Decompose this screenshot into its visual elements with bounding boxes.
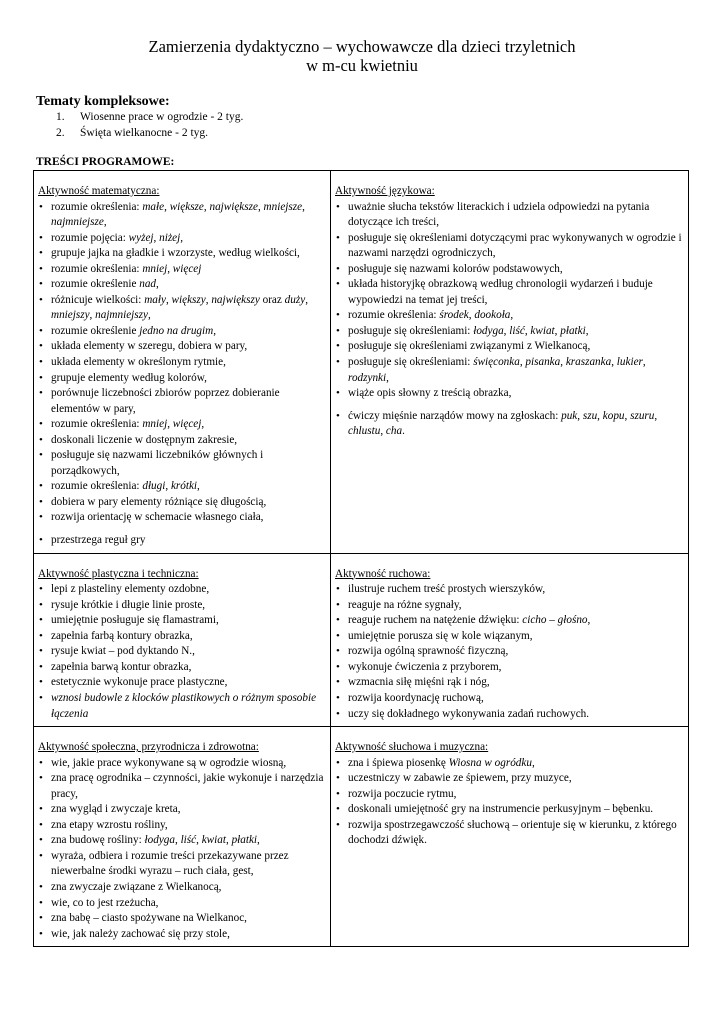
list-item: • zna budowę rośliny: łodyga, liść, kwiat, płatki, — [38, 833, 326, 849]
list-item: • umiejętnie posługuje się flamastrami, — [38, 613, 326, 629]
list-item: • układa elementy w szeregu, dobiera w pary, — [38, 339, 326, 355]
cell-matematyczna — [34, 171, 331, 554]
list-item: • zna babę – ciasto spożywane na Wielkanoc, — [38, 911, 326, 927]
list-item: • grupuje jajka na gładkie i wzorzyste, według wielkości, — [38, 246, 326, 262]
list-item: • lepi z plasteliny elementy ozdobne, — [38, 582, 326, 598]
item-list — [335, 582, 684, 722]
list-item: • rozumie określenia: mniej, więcej — [38, 262, 326, 278]
list-item: • wie, co to jest rzeżucha, — [38, 896, 326, 912]
list-item: • rozumie określenia: mniej, więcej, — [38, 417, 326, 433]
list-item: • uczestniczy w zabawie ze śpiewem, przy muzyce, — [335, 771, 684, 787]
list-item: • rozumie pojęcia: wyżej, niżej, — [38, 231, 326, 247]
section-title: Aktywność słuchowa i muzyczna: — [335, 741, 489, 754]
section-title: Aktywność ruchowa: — [335, 567, 431, 580]
list-item: • posługuje się określeniami związanymi z Wielkanocą, — [335, 339, 684, 355]
list-item: • różnicuje wielkości: mały, większy, największy oraz duży, mniejszy, najmniejszy, — [38, 293, 326, 324]
list-item: • estetycznie wykonuje prace plastyczne, — [38, 675, 326, 691]
topic-item: 2. Święta wielkanocne - 2 tyg. — [56, 126, 209, 139]
section-title: Aktywność matematyczna: — [38, 185, 160, 197]
section-title: Aktywność językowa: — [335, 185, 435, 197]
list-item: • zapełnia farbą kontury obrazka, — [38, 629, 326, 645]
list-item: • zna zwyczaje związane z Wielkanocą, — [38, 880, 326, 896]
list-item: • rozwija poczucie rytmu, — [335, 787, 684, 803]
list-item: • wie, jakie prace wykonywane są w ogrodzie wiosną, — [38, 756, 326, 772]
section-title: Aktywność społeczna, przyrodnicza i zdrowotna: — [38, 741, 259, 754]
list-item: • zna pracę ogrodnika – czynności, jakie wykonuje i narzędzia pracy, — [38, 771, 326, 802]
list-item: • wyraża, odbiera i rozumie treści przekazywane przez niewerbalne środki wyrazu – ruch ciała, gest, — [38, 849, 326, 880]
table-row — [34, 553, 689, 726]
list-item: • zna etapy wzrostu rośliny, — [38, 818, 326, 834]
list-item: • wiąże opis słowny z treścią obrazka, — [335, 386, 684, 402]
list-item: • wzmacnia siłę mięśni rąk i nóg, — [335, 675, 684, 691]
item-list — [38, 582, 326, 722]
document-title-line2: w m-cu kwietniu — [306, 56, 418, 75]
document-title-line1: Zamierzenia dydaktyczno – wychowawcze dla dzieci trzyletnich — [148, 37, 576, 56]
list-item: • posługuje się określeniami dotyczącymi prac wykonywanych w ogrodzie i nazwami narzędzi ogrodniczych, — [335, 231, 684, 262]
topic-item: 1. Wiosenne prace w ogrodzie - 2 tyg. — [56, 111, 244, 123]
list-item: • zna i śpiewa piosenkę Wiosna w ogródku, — [335, 756, 684, 772]
item-list — [38, 200, 326, 549]
list-item: • doskonali liczenie w dostępnym zakresie, — [38, 433, 326, 449]
cell-spoleczna — [34, 727, 331, 947]
list-item: • rozumie określenia: małe, większe, największe, mniejsze, najmniejsze, — [38, 200, 326, 231]
list-item: • rozumie określenia: długi, krótki, — [38, 479, 326, 495]
list-item: • porównuje liczebności zbiorów poprzez dobieranie elementów w pary, — [38, 386, 326, 417]
list-item: • grupuje elementy według kolorów, — [38, 371, 326, 387]
list-item: • ilustruje ruchem treść prostych wierszyków, — [335, 582, 684, 598]
program-table — [33, 170, 689, 947]
table-row — [34, 171, 689, 554]
tematy-heading: Tematy kompleksowe: — [36, 94, 170, 109]
list-item: • rozwija orientację w schemacie własnego ciała, — [38, 510, 326, 526]
list-item: • rysuje krótkie i długie linie proste, — [38, 598, 326, 614]
tresci-heading: TREŚCI PROGRAMOWE: — [36, 156, 175, 168]
cell-plastyczna — [34, 553, 331, 726]
cell-sluchowa — [331, 727, 689, 947]
list-item: • reaguje na różne sygnały, — [335, 598, 684, 614]
section-title: Aktywność plastyczna i techniczna: — [38, 567, 199, 580]
item-list — [335, 756, 684, 849]
topics-list — [56, 110, 243, 141]
list-item: • układa historyjkę obrazkową według chronologii wydarzeń i buduje wypowiedzi na temat jej treści, — [335, 277, 684, 308]
cell-ruchowa — [331, 553, 689, 726]
list-item: • przestrzega reguł gry — [38, 533, 326, 549]
list-item: • umiejętnie porusza się w kole wiązanym, — [335, 629, 684, 645]
item-list — [38, 756, 326, 943]
list-item: • rozumie określenie jedno na drugim, — [38, 324, 326, 340]
table-row — [34, 727, 689, 947]
list-item: • doskonali umiejętność gry na instrumencie perkusyjnym – bębenku. — [335, 802, 684, 818]
list-item: • rozwija koordynację ruchową, — [335, 691, 684, 707]
list-item: • uczy się dokładnego wykonywania zadań ruchowych. — [335, 707, 684, 723]
list-item: • reaguje ruchem na natężenie dźwięku: cicho – głośno, — [335, 613, 684, 629]
list-item: • rozumie określenia: środek, dookoła, — [335, 308, 684, 324]
list-item: • układa elementy w określonym rytmie, — [38, 355, 326, 371]
list-item: • zna wygląd i zwyczaje kreta, — [38, 802, 326, 818]
list-item: • posługuje się określeniami: święconka, pisanka, kraszanka, lukier, rodzynki, — [335, 355, 684, 386]
cell-jezykowa — [331, 171, 689, 554]
list-item: • wie, jak należy zachować się przy stole, — [38, 927, 326, 943]
list-item: • rozwija spostrzegawczość słuchową – orientuje się w kierunku, z którego dochodzi dźwięk. — [335, 818, 684, 849]
list-item: • uważnie słucha tekstów literackich i udziela odpowiedzi na pytania dotyczące ich treści, — [335, 200, 684, 231]
list-item: • rozwija ogólną sprawność fizyczną, — [335, 644, 684, 660]
list-item: • posługuje się nazwami liczebników głównych i porządkowych, — [38, 448, 326, 479]
list-item: • rysuje kwiat – pod dyktando N., — [38, 644, 326, 660]
list-item: • posługuje się określeniami: łodyga, liść, kwiat, płatki, — [335, 324, 684, 340]
list-item: • wykonuje ćwiczenia z przyborem, — [335, 660, 684, 676]
list-item: • rozumie określenie nad, — [38, 277, 326, 293]
list-item: • dobiera w pary elementy różniące się długością, — [38, 495, 326, 511]
list-item: • ćwiczy mięśnie narządów mowy na zgłoskach: puk, szu, kopu, szuru, chlustu, cha. — [335, 409, 684, 440]
list-item: • wznosi budowle z klocków plastikowych o różnym sposobie łączenia — [38, 691, 326, 722]
item-list — [335, 200, 684, 440]
list-item: • zapełnia barwą kontur obrazka, — [38, 660, 326, 676]
list-item: • posługuje się nazwami kolorów podstawowych, — [335, 262, 684, 278]
